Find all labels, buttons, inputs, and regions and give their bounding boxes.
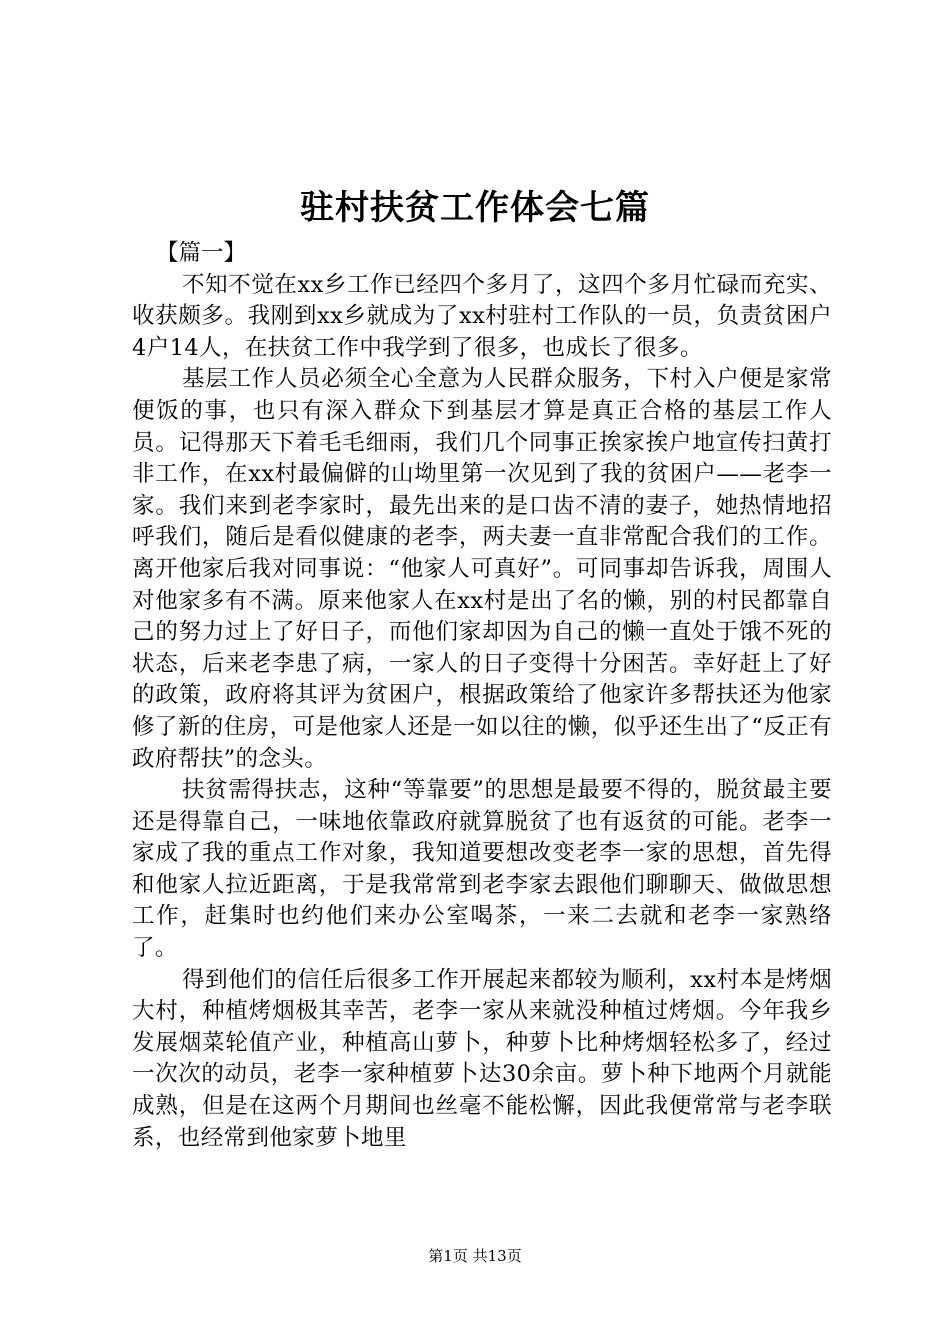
- paragraph-4: 得到他们的信任后很多工作开展起来都较为顺利，xx村本是烤烟大村，种植烤烟极其幸苦，老李一家从来就没种植过烤烟。今年我乡发展烟菜轮值产业，种植高山萝卜，种萝卜比种烤烟轻松多了，经过一次次的动员，老李一家种植萝卜达30余亩。萝卜种下地两个月就能成熟，但是在这两个月期间也丝毫不能松懈，因此我便常常与老李联系，也经常到他家萝卜地里: [132, 966, 832, 1151]
- paragraph-3: 扶贫需得扶志，这种“等靠要”的思想是最要不得的，脱贫最主要还是得靠自己，一味地依靠政府就算脱贫了也有返贫的可能。老李一家成了我的重点工作对象，我知道要想改变老李一家的思想，首先得和他家人拉近距离，于是我常常到老李家去跟他们聊聊天、做做思想工作，赶集时也约他们来办公室喝茶，一来二去就和老李一家熟络了。: [132, 777, 832, 962]
- paragraph-2: 基层工作人员必须全心全意为人民群众服务，下村入户便是家常便饭的事，也只有深入群众下到基层才算是真正合格的基层工作人员。记得那天下着毛毛细雨，我们几个同事正挨家挨户地宣传扫黄打非工作，在xx村最偏僻的山坳里第一次见到了我的贫困户——老李一家。我们来到老李家时，最先出来的是口齿不清的妻子，她热情地招呼我们，随后是看似健康的老李，两夫妻一直非常配合我们的工作。离开他家后我对同事说：“他家人可真好”。可同事却告诉我，周围人对他家多有不满。原来他家人在xx村是出了名的懒，别的村民都靠自己的努力过上了好日子，而他们家却因为自己的懒一直处于饿不死的状态，后来老李患了病，一家人的日子变得十分困苦。幸好赶上了好的政策，政府将其评为贫困户，根据政策给了他家许多帮扶还为他家修了新的住房，可是他家人还是一如以往的懒，似乎还生出了“反正有政府帮扶”的念头。: [132, 366, 832, 772]
- paragraph-1: 不知不觉在xx乡工作已经四个多月了，这四个多月忙碌而充实、收获颇多。我刚到xx乡就成为了xx村驻村工作队的一员，负责贫困户4户14人，在扶贫工作中我学到了很多，也成长了很多。: [132, 271, 832, 361]
- page-footer: 第1页 共13页: [428, 1247, 522, 1265]
- document-title: 驻村扶贫工作体会七篇: [300, 188, 650, 228]
- document-body: [132, 238, 832, 1154]
- section-heading: 【篇一】: [156, 240, 247, 266]
